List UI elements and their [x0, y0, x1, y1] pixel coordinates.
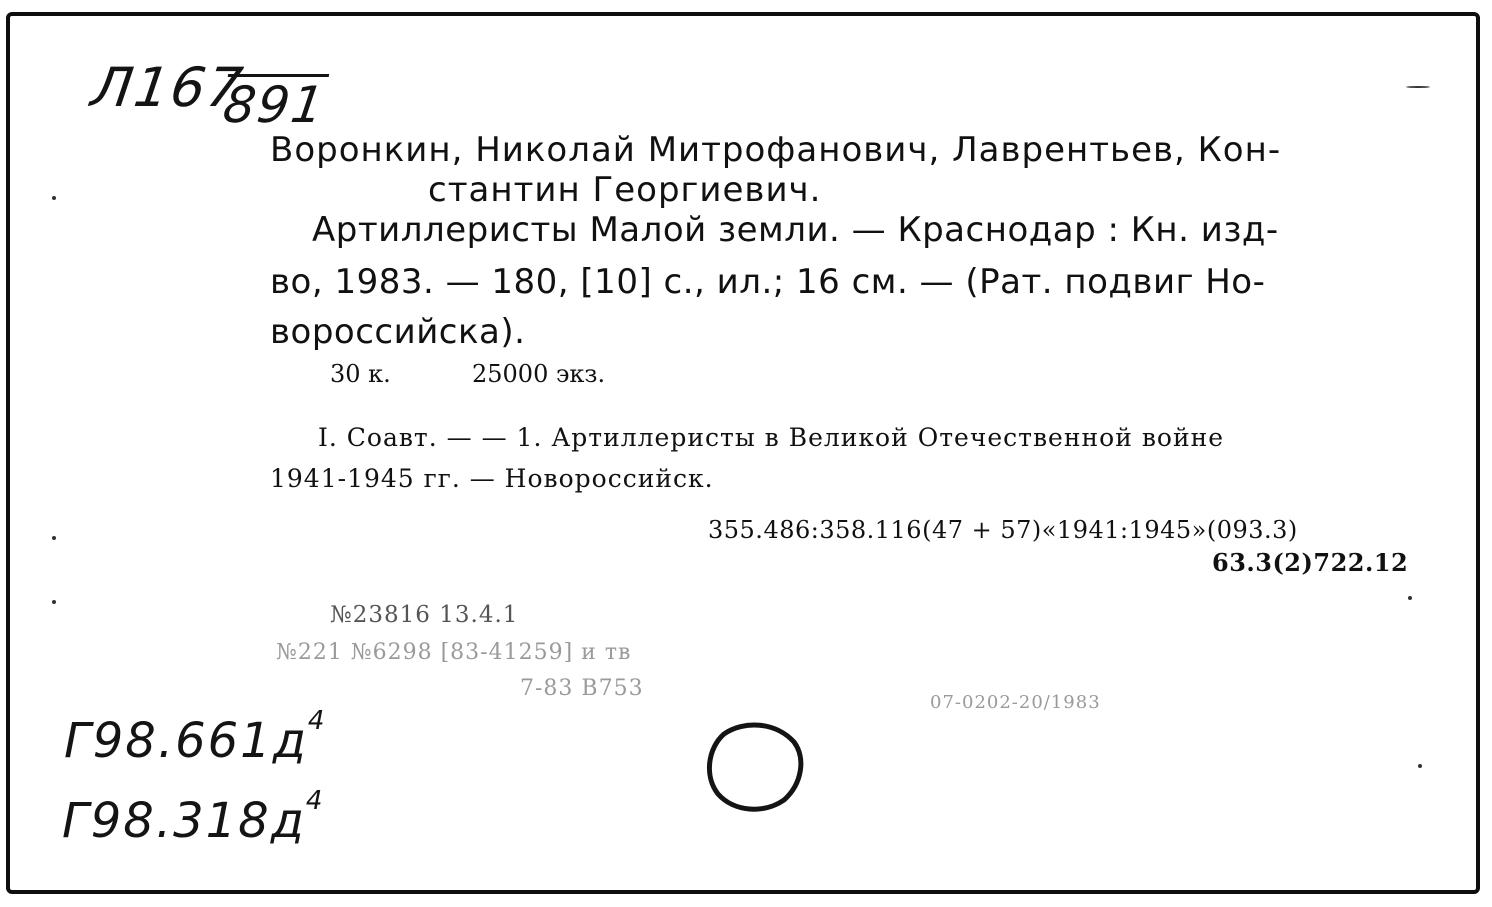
right-faint-text: 07-0202-20/1983	[930, 692, 1101, 713]
author-line-2: стантин Георгиевич.	[428, 170, 822, 210]
title-line-1: Артиллеристы Малой земли. — Краснодар : Кн. изд-	[312, 210, 1279, 250]
ink-speck	[52, 536, 56, 540]
udc-index: 355.486:358.116(47 + 57)«1941:1945»(093.3)	[708, 516, 1298, 544]
ink-speck	[1408, 596, 1412, 600]
shelf-mark-2: $Г98.318д^4$	[62, 786, 325, 849]
price: 30 к.	[330, 360, 391, 388]
punch-hole-circle	[704, 718, 806, 814]
copies: 25000 экз.	[472, 360, 606, 388]
title-line-2: во, 1983. — 180, [10] с., ил.; 16 см. — (Рат. подвиг Но-	[270, 262, 1266, 302]
tracing-line-1: I. Соавт. — — 1. Артиллеристы в Великой Отечественной войне	[318, 423, 1225, 452]
ink-speck	[1418, 764, 1422, 768]
call-number-sub: 891	[219, 76, 330, 134]
bbk-index: 63.3(2)722.12	[1212, 548, 1409, 577]
print-line: 7-83 В753	[520, 676, 644, 701]
ink-mark	[1406, 86, 1430, 88]
title-line-3: вороссийска).	[270, 312, 526, 352]
call-number-main: Л167	[87, 56, 249, 119]
shelf-mark-1: $Г98.661д^4$	[64, 706, 327, 769]
ink-speck	[52, 600, 56, 604]
order-line: №221 №6298 [83-41259] и тв	[276, 640, 632, 665]
record-number: №23816 13.4.1	[330, 602, 519, 628]
author-line-1: Воронкин, Николай Митрофанович, Лаврентьев, Кон-	[270, 130, 1282, 170]
ink-speck	[52, 196, 56, 200]
tracing-line-2: 1941-1945 гг. — Новороссийск.	[270, 464, 714, 493]
